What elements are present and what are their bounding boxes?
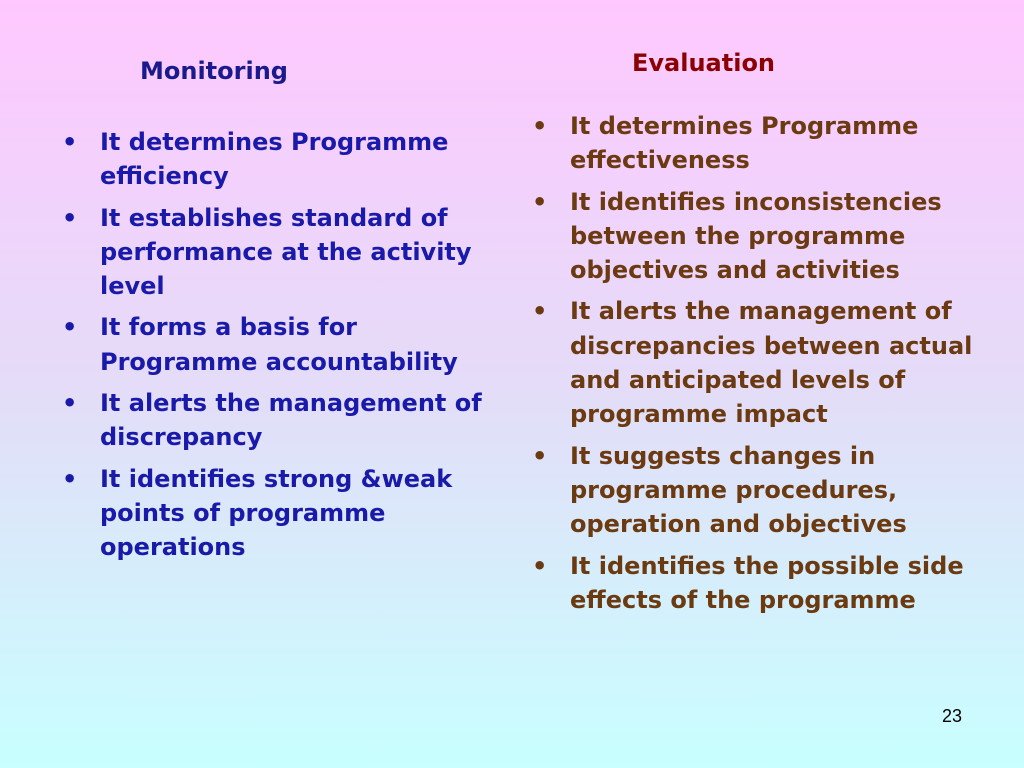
evaluation-bullet-item: • It determines Programme effectiveness (532, 109, 1002, 178)
monitoring-bullet-item: • It determines Programme efficiency (62, 125, 482, 194)
evaluation-heading: Evaluation (632, 49, 776, 77)
monitoring-bullet-item: • It establishes standard of performance at the activity level (62, 201, 482, 304)
evaluation-bullet-item: • It suggests changes in programme procedures, operation and objectives (532, 439, 1002, 542)
slide-number: 23 (942, 706, 963, 726)
evaluation-bullet-item: • It alerts the management of discrepancies between actual and anticipated levels of programme impact (532, 294, 1002, 431)
monitoring-bullet-item: • It identifies strong &weak points of programme operations (62, 462, 482, 565)
evaluation-bullet-item: • It identifies inconsistencies between the programme objectives and activities (532, 185, 1002, 288)
evaluation-bullet-item: • It identifies the possible side effects of the programme (532, 549, 1002, 618)
monitoring-bullet-list (62, 125, 482, 572)
evaluation-bullet-list (532, 109, 1002, 624)
monitoring-bullet-item: • It alerts the management of discrepancy (62, 386, 482, 455)
monitoring-bullet-item: • It forms a basis for Programme accountability (62, 310, 482, 379)
monitoring-heading: Monitoring (140, 57, 288, 85)
